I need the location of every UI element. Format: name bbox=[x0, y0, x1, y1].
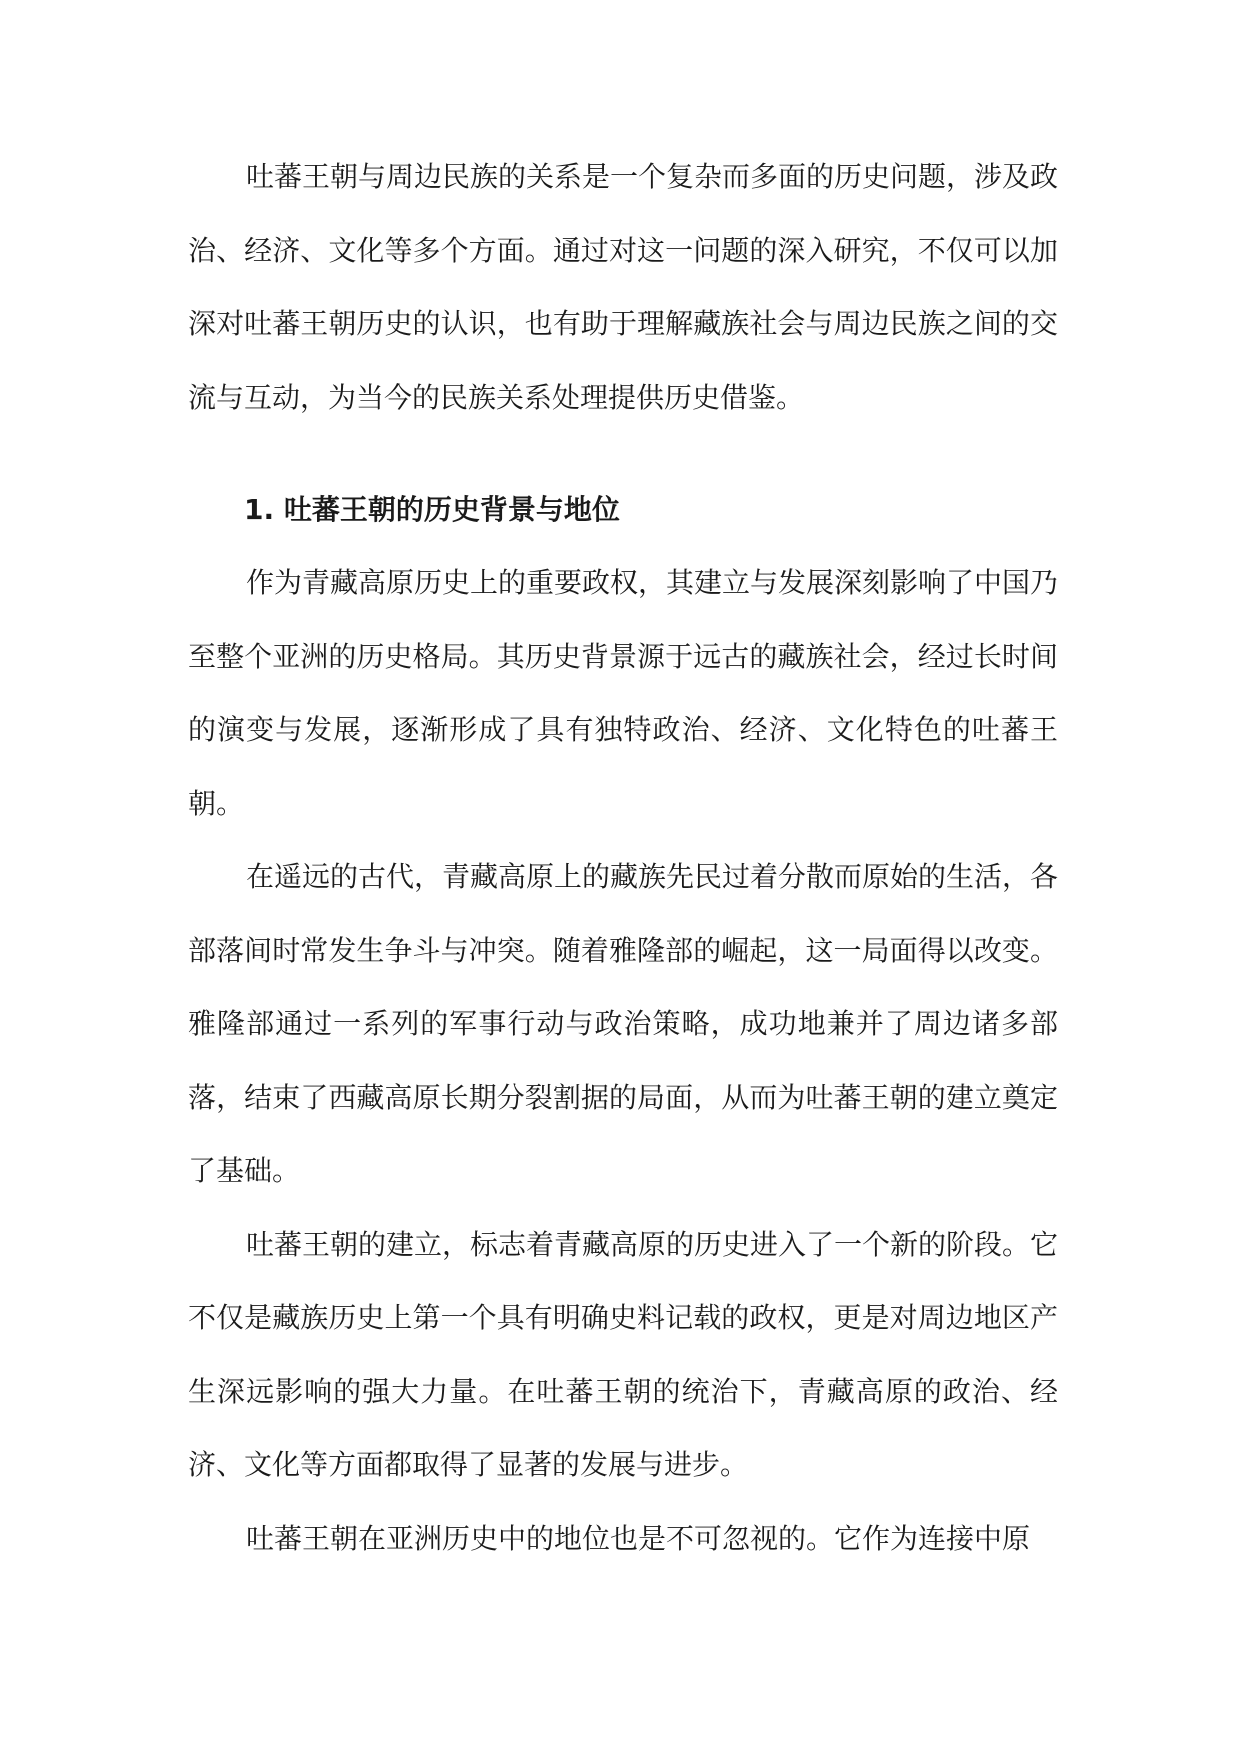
section-heading: 1. 吐蕃王朝的历史背景与地位 bbox=[244, 493, 620, 526]
body-paragraph: 在遥远的古代，青藏高原上的藏族先民过着分散而原始的生活，各部落间时常发生争斗与冲突。随着雅隆部的崛起，这一局面得以改变。雅隆部通过一系列的军事行动与政治策略，成功地兼并了周边诸多部落，结束了西藏高原长期分裂割据的局面，从而为吐蕃王朝的建立奠定了基础。 bbox=[188, 860, 1059, 1187]
body-paragraph: 作为青藏高原历史上的重要政权，其建立与发展深刻影响了中国乃至整个亚洲的历史格局。其历史背景源于远古的藏族社会，经过长时间的演变与发展，逐渐形成了具有独特政治、经济、文化特色的吐蕃王朝。 bbox=[188, 566, 1059, 820]
body-paragraph: 吐蕃王朝的建立，标志着青藏高原的历史进入了一个新的阶段。它不仅是藏族历史上第一个具有明确史料记载的政权，更是对周边地区产生深远影响的强大力量。在吐蕃王朝的统治下，青藏高原的政治、经济、文化等方面都取得了显著的发展与进步。 bbox=[188, 1227, 1059, 1481]
body-paragraph: 吐蕃王朝在亚洲历史中的地位也是不可忽视的。它作为连接中原 bbox=[246, 1521, 1031, 1555]
intro-paragraph: 吐蕃王朝与周边民族的关系是一个复杂而多面的历史问题，涉及政治、经济、文化等多个方面。通过对这一问题的深入研究，不仅可以加深对吐蕃王朝历史的认识，也有助于理解藏族社会与周边民族之间的交流与互动，为当今的民族关系处理提供历史借鉴。 bbox=[188, 160, 1059, 414]
document-body bbox=[188, 140, 1058, 1575]
